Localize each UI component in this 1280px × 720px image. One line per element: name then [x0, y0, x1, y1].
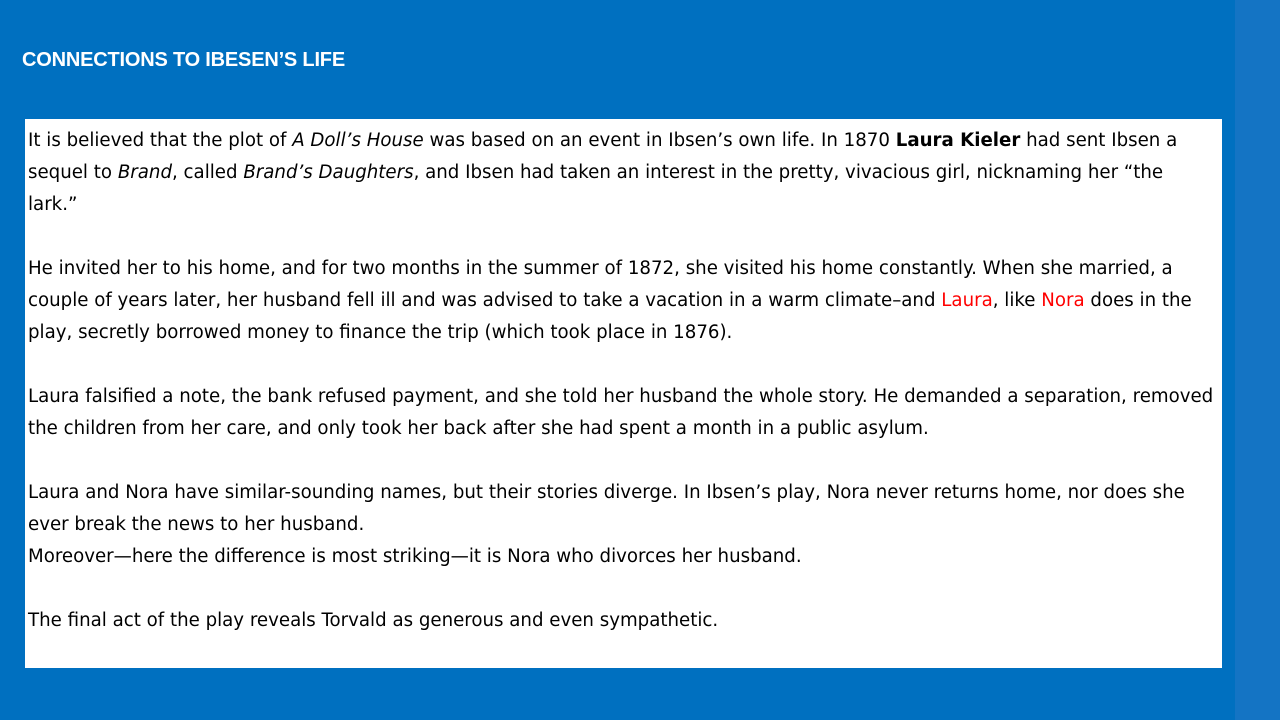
- p2-highlight-nora: Nora: [1041, 290, 1085, 311]
- paragraph-2: [28, 253, 1218, 349]
- p1-text-c: was based on an event in Ibsen’s own life. In 1870: [423, 130, 896, 151]
- paragraph-gap: [28, 349, 1218, 381]
- p1-title-brands-daughters: Brand’s Daughters: [243, 162, 414, 183]
- paragraph-gap: [28, 221, 1218, 253]
- paragraph-gap: [28, 573, 1218, 605]
- p1-title-dolls-house: A Doll’s House: [292, 130, 424, 151]
- p2-text-e: does in the play, secretly borrowed money to finance the trip (which took place in 1876).: [28, 290, 1192, 343]
- paragraph-4a: Laura and Nora have similar-sounding names, but their stories diverge. In Ibsen’s play, Nora never returns home, nor does she ever break the news to her husband.: [28, 482, 1185, 535]
- p1-text-g: , called: [171, 162, 244, 183]
- p2-text-c: , like: [992, 290, 1042, 311]
- p1-title-brand: Brand: [117, 162, 172, 183]
- slide-title: CONNECTIONS TO IBESEN’S LIFE: [22, 49, 345, 71]
- slide-right-strip: [1235, 0, 1280, 720]
- text-box: [25, 119, 1222, 668]
- p2-highlight-laura: Laura: [941, 290, 993, 311]
- p1-text-a: It is believed that the plot of: [28, 130, 293, 151]
- p1-text-i: , and Ibsen had taken an interest in the pretty, vivacious girl, nicknaming her “the lark.”: [28, 162, 1164, 215]
- paragraph-5: The final act of the play reveals Torvald as generous and even sympathetic.: [28, 610, 719, 631]
- p1-text-e: had sent Ibsen a sequel to: [28, 130, 1178, 183]
- paragraph-3: Laura falsified a note, the bank refused payment, and she told her husband the whole story. He demanded a separation, removed the children from her care, and only took her back after she had spent a month in a public asylum.: [28, 386, 1214, 439]
- paragraph-1: [28, 125, 1218, 221]
- p2-text-a: He invited her to his home, and for two months in the summer of 1872, she visited his home constantly. When she married, a couple of years later, her husband fell ill and was advised to take a vacation in a warm climate–and: [28, 258, 1173, 311]
- p1-name-laura-kieler: Laura Kieler: [895, 130, 1021, 151]
- paragraph-gap: [28, 445, 1218, 477]
- paragraph-4b: Moreover—here the difference is most striking—it is Nora who divorces her husband.: [28, 546, 802, 567]
